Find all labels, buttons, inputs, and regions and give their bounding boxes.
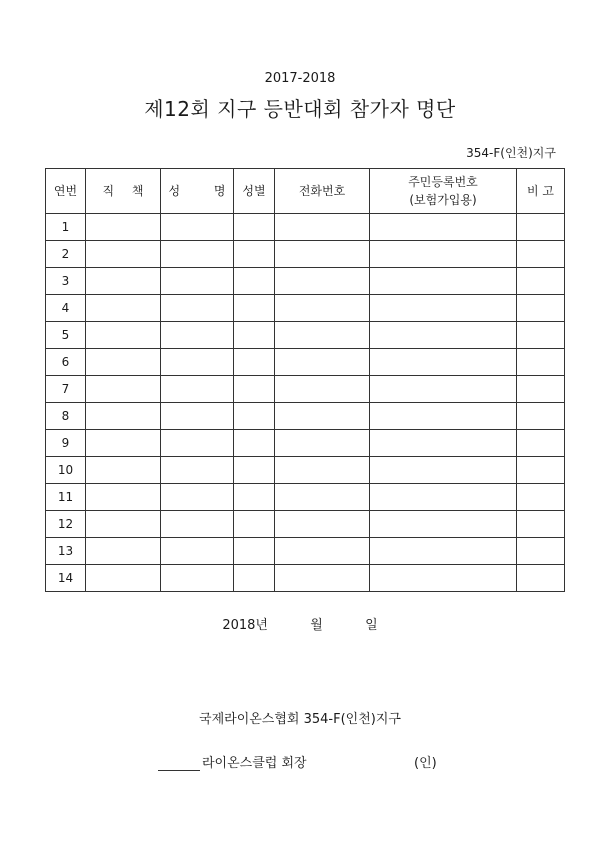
gender-cell[interactable] — [234, 565, 275, 592]
header-resident-id-label: 주민등록번호 — [408, 175, 478, 189]
table-row — [46, 295, 565, 322]
serial-cell: 14 — [46, 565, 86, 592]
table-row — [46, 376, 565, 403]
header-name: 성 명 — [161, 169, 234, 214]
club-president-label: 라이온스클럽 회장 — [202, 756, 307, 771]
header-position: 직 책 — [86, 169, 161, 214]
resident-id-cell[interactable] — [370, 268, 517, 295]
remarks-cell[interactable] — [517, 538, 565, 565]
phone-cell[interactable] — [275, 268, 370, 295]
remarks-cell[interactable] — [517, 484, 565, 511]
serial-cell: 13 — [46, 538, 86, 565]
participant-table — [45, 168, 565, 592]
resident-id-cell[interactable] — [370, 430, 517, 457]
serial-cell: 1 — [46, 214, 86, 241]
name-cell[interactable] — [161, 511, 234, 538]
table-row — [46, 484, 565, 511]
resident-id-cell[interactable] — [370, 457, 517, 484]
name-cell[interactable] — [161, 457, 234, 484]
position-cell[interactable] — [86, 295, 161, 322]
gender-cell[interactable] — [234, 511, 275, 538]
table-row — [46, 403, 565, 430]
position-cell[interactable] — [86, 511, 161, 538]
phone-cell[interactable] — [275, 511, 370, 538]
header-resident-id-sub: (보험가입용) — [409, 193, 477, 207]
position-cell[interactable] — [86, 322, 161, 349]
remarks-cell[interactable] — [517, 241, 565, 268]
signature-line — [158, 752, 458, 771]
resident-id-cell[interactable] — [370, 511, 517, 538]
phone-cell[interactable] — [275, 322, 370, 349]
phone-cell[interactable] — [275, 241, 370, 268]
gender-cell[interactable] — [234, 349, 275, 376]
remarks-cell[interactable] — [517, 403, 565, 430]
remarks-cell[interactable] — [517, 511, 565, 538]
table-row — [46, 241, 565, 268]
position-cell[interactable] — [86, 214, 161, 241]
serial-cell: 5 — [46, 322, 86, 349]
header-resident-id — [370, 169, 517, 214]
gender-cell[interactable] — [234, 430, 275, 457]
phone-cell[interactable] — [275, 430, 370, 457]
name-cell[interactable] — [161, 430, 234, 457]
position-cell[interactable] — [86, 241, 161, 268]
gender-cell[interactable] — [234, 214, 275, 241]
serial-cell: 3 — [46, 268, 86, 295]
resident-id-cell[interactable] — [370, 484, 517, 511]
name-cell[interactable] — [161, 295, 234, 322]
remarks-cell[interactable] — [517, 295, 565, 322]
remarks-cell[interactable] — [517, 268, 565, 295]
phone-cell[interactable] — [275, 403, 370, 430]
resident-id-cell[interactable] — [370, 376, 517, 403]
resident-id-cell[interactable] — [370, 403, 517, 430]
remarks-cell[interactable] — [517, 214, 565, 241]
club-name-blank — [158, 756, 200, 771]
gender-cell[interactable] — [234, 484, 275, 511]
phone-cell[interactable] — [275, 538, 370, 565]
serial-cell: 10 — [46, 457, 86, 484]
gender-cell[interactable] — [234, 295, 275, 322]
gender-cell[interactable] — [234, 457, 275, 484]
remarks-cell[interactable] — [517, 565, 565, 592]
serial-cell: 11 — [46, 484, 86, 511]
phone-cell[interactable] — [275, 457, 370, 484]
position-cell[interactable] — [86, 376, 161, 403]
remarks-cell[interactable] — [517, 349, 565, 376]
date-year: 2018년 — [222, 618, 268, 633]
phone-cell[interactable] — [275, 349, 370, 376]
table-row — [46, 349, 565, 376]
name-cell[interactable] — [161, 349, 234, 376]
name-cell[interactable] — [161, 484, 234, 511]
position-cell[interactable] — [86, 484, 161, 511]
table-row — [46, 430, 565, 457]
position-cell[interactable] — [86, 268, 161, 295]
position-cell[interactable] — [86, 538, 161, 565]
remarks-cell[interactable] — [517, 376, 565, 403]
table-row — [46, 511, 565, 538]
position-cell[interactable] — [86, 349, 161, 376]
seal-mark: (인) — [414, 756, 437, 771]
name-cell[interactable] — [161, 241, 234, 268]
phone-cell[interactable] — [275, 295, 370, 322]
name-cell[interactable] — [161, 565, 234, 592]
resident-id-cell[interactable] — [370, 214, 517, 241]
gender-cell[interactable] — [234, 403, 275, 430]
organization-name: 국제라이온스협회 354-F(인천)지구 — [199, 712, 401, 727]
serial-cell: 6 — [46, 349, 86, 376]
table-header-row — [46, 169, 565, 214]
name-cell[interactable] — [161, 538, 234, 565]
date-line — [0, 614, 600, 633]
serial-cell: 9 — [46, 430, 86, 457]
position-cell[interactable] — [86, 457, 161, 484]
resident-id-cell[interactable] — [370, 538, 517, 565]
name-cell[interactable] — [161, 376, 234, 403]
header-remarks: 비 고 — [517, 169, 565, 214]
table-row — [46, 457, 565, 484]
remarks-cell[interactable] — [517, 430, 565, 457]
serial-cell: 2 — [46, 241, 86, 268]
remarks-cell[interactable] — [517, 457, 565, 484]
header-serial: 연번 — [46, 169, 86, 214]
table-row — [46, 538, 565, 565]
gender-cell[interactable] — [234, 268, 275, 295]
phone-cell[interactable] — [275, 214, 370, 241]
date-month: 월 — [310, 618, 323, 633]
date-day: 일 — [365, 618, 378, 633]
position-cell[interactable] — [86, 403, 161, 430]
name-cell[interactable] — [161, 268, 234, 295]
document-title: 제12회 지구 등반대회 참가자 명단 — [144, 97, 456, 121]
table-row — [46, 268, 565, 295]
table-row — [46, 214, 565, 241]
phone-cell[interactable] — [275, 565, 370, 592]
position-cell[interactable] — [86, 565, 161, 592]
resident-id-cell[interactable] — [370, 241, 517, 268]
serial-cell: 7 — [46, 376, 86, 403]
remarks-cell[interactable] — [517, 322, 565, 349]
phone-cell[interactable] — [275, 484, 370, 511]
name-cell[interactable] — [161, 214, 234, 241]
table-row — [46, 322, 565, 349]
resident-id-cell[interactable] — [370, 322, 517, 349]
table-row — [46, 565, 565, 592]
header-phone: 전화번호 — [275, 169, 370, 214]
gender-cell[interactable] — [234, 241, 275, 268]
gender-cell[interactable] — [234, 538, 275, 565]
name-cell[interactable] — [161, 322, 234, 349]
resident-id-cell[interactable] — [370, 295, 517, 322]
district-label: 354-F(인천)지구 — [466, 146, 556, 160]
serial-cell: 12 — [46, 511, 86, 538]
phone-cell[interactable] — [275, 376, 370, 403]
gender-cell[interactable] — [234, 322, 275, 349]
resident-id-cell[interactable] — [370, 349, 517, 376]
resident-id-cell[interactable] — [370, 565, 517, 592]
year-range: 2017-2018 — [264, 71, 336, 86]
gender-cell[interactable] — [234, 376, 275, 403]
serial-cell: 4 — [46, 295, 86, 322]
position-cell[interactable] — [86, 430, 161, 457]
name-cell[interactable] — [161, 403, 234, 430]
serial-cell: 8 — [46, 403, 86, 430]
header-gender: 성별 — [234, 169, 275, 214]
